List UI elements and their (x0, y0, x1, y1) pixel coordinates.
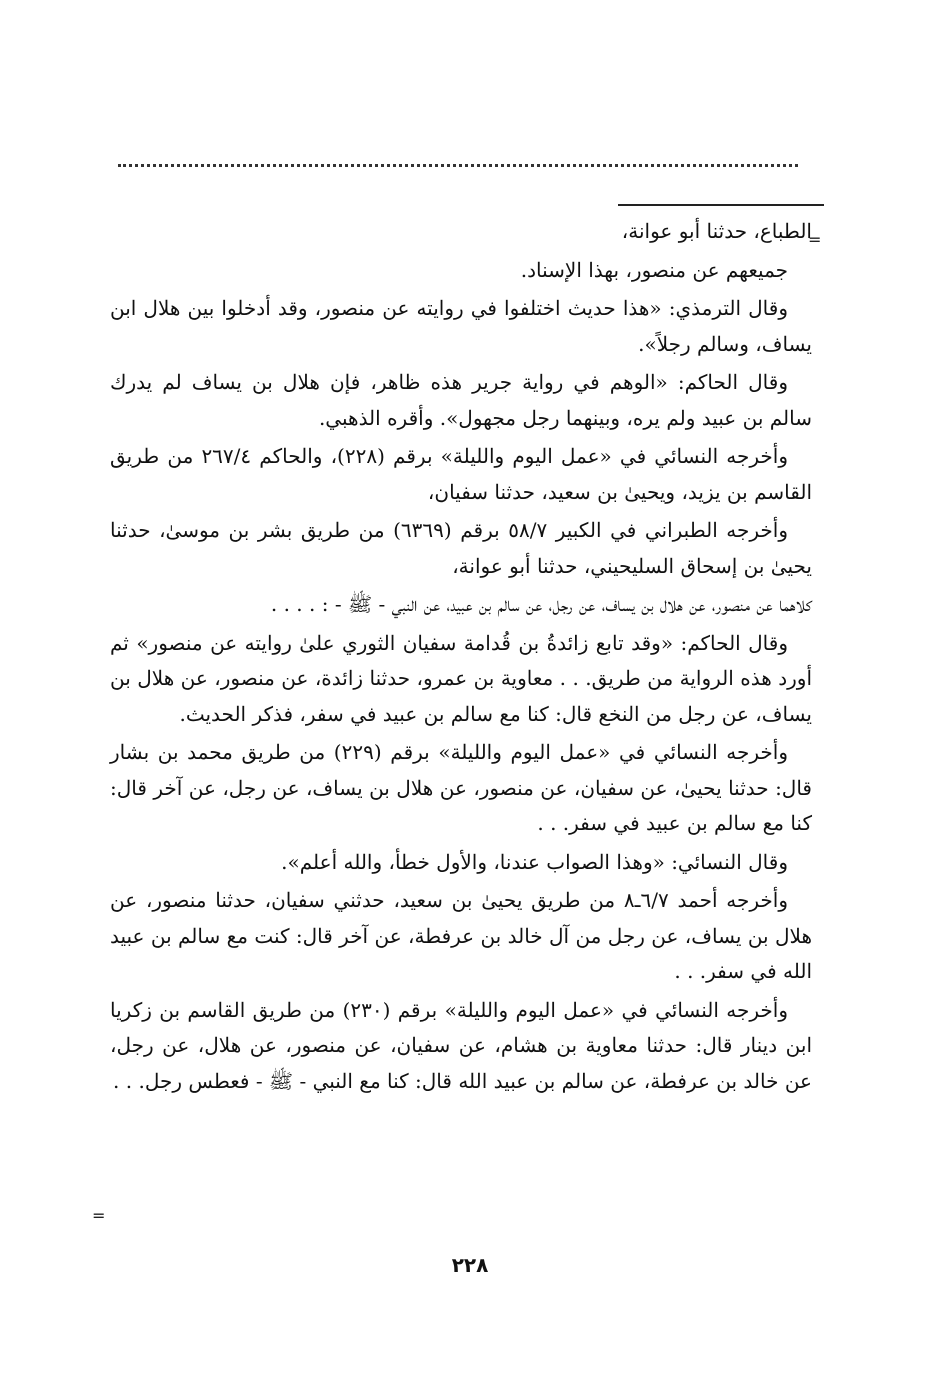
footnote-separator-rule (618, 204, 824, 206)
dotted-separator (118, 164, 798, 167)
footnote-paragraph: وأخرجه النسائي في «عمل اليوم والليلة» برقم (٢٢٨)، والحاكم ٢٦٧/٤ من طريق القاسم بن يزيد، ويحيىٰ بن سعيد، حدثنا سفيان، (110, 444, 812, 504)
footnote-paragraph: وأخرجه الطبراني في الكبير ٥٨/٧ برقم (٦٣٦٩) من طريق بشر بن موسىٰ، حدثنا يحيىٰ بن إسحاق السليحيني، حدثنا أبو عوانة، (110, 518, 812, 578)
footnote-paragraph: وقال الحاكم: «الوهم في رواية جرير هذه ظاهر، فإن هلال بن يساف لم يدرك سالم بن عبيد ولم يره، وبينهما رجل مجهول». وأقره الذهبي. (110, 370, 812, 430)
footnote-text (110, 214, 812, 1102)
footnote-paragraph: كلاهما عن منصور، عن هلال بن يساف، عن رجل، عن سالم بن عبيد، عن النبي - ﷺ - : . . . . (270, 592, 812, 616)
footnote-paragraph: وأخرجه أحمد ٦/٧ـ٨ من طريق يحيىٰ بن سعيد، حدثني سفيان، حدثنا منصور، عن هلال بن يساف، عن رجل من آل خالد بن عرفطة، عن آخر قال: كنت مع سالم بن عبيد الله في سفر. . . (109, 888, 812, 983)
footnote-paragraph: وقال الحاكم: «وقد تابع زائدةُ بن قُدامة سفيان الثوري علىٰ روايته عن منصور» ثم أورد هذه الرواية من طريق. . . معاوية بن عمرو، حدثنا زائدة، عن منصور، عن هلال بن يساف، عن رجل من النخع قال: كنا مع سالم بن عبيد في سفر، فذكر الحديث. (110, 630, 812, 726)
continuation-mark-bottom: = (92, 1206, 106, 1225)
footnote-paragraph: الطباع، حدثنا أبو عوانة، (621, 219, 812, 243)
footnote-paragraph: وأخرجه النسائي في «عمل اليوم والليلة» برقم (٢٢٩) من طريق محمد بن بشار قال: حدثنا يحيىٰ، عن سفيان، عن منصور، عن هلال بن يساف، عن رجل، عن آخر قال: كنا مع سالم بن عبيد في سفر. . . (110, 740, 812, 835)
footnote-paragraph: وقال النسائي: «وهذا الصواب عندنا، والأول خطأ، والله أعلم». (281, 849, 788, 874)
continuation-mark-top: = (808, 230, 822, 249)
footnote-paragraph: وقال الترمذي: «هذا حديث اختلفوا في روايته عن منصور، وقد أدخلوا بين هلال ابن يساف، وسالم رجلاً». (110, 296, 812, 356)
page-number: ٢٢٨ (451, 1253, 489, 1277)
footnote-paragraph: جميعهم عن منصور، بهذا الإسناد. (520, 257, 788, 282)
footnote-paragraph: وأخرجه النسائي في «عمل اليوم والليلة» برقم (٢٣٠) من طريق القاسم بن زكريا ابن دينار قال: حدثنا معاوية بن هشام، عن سفيان، عن منصور، عن هلال، عن رجل، عن خالد بن عرفطة، عن سالم بن عبيد الله قال: كنا مع النبي - ﷺ - فعطس رجل. . . (110, 997, 812, 1093)
